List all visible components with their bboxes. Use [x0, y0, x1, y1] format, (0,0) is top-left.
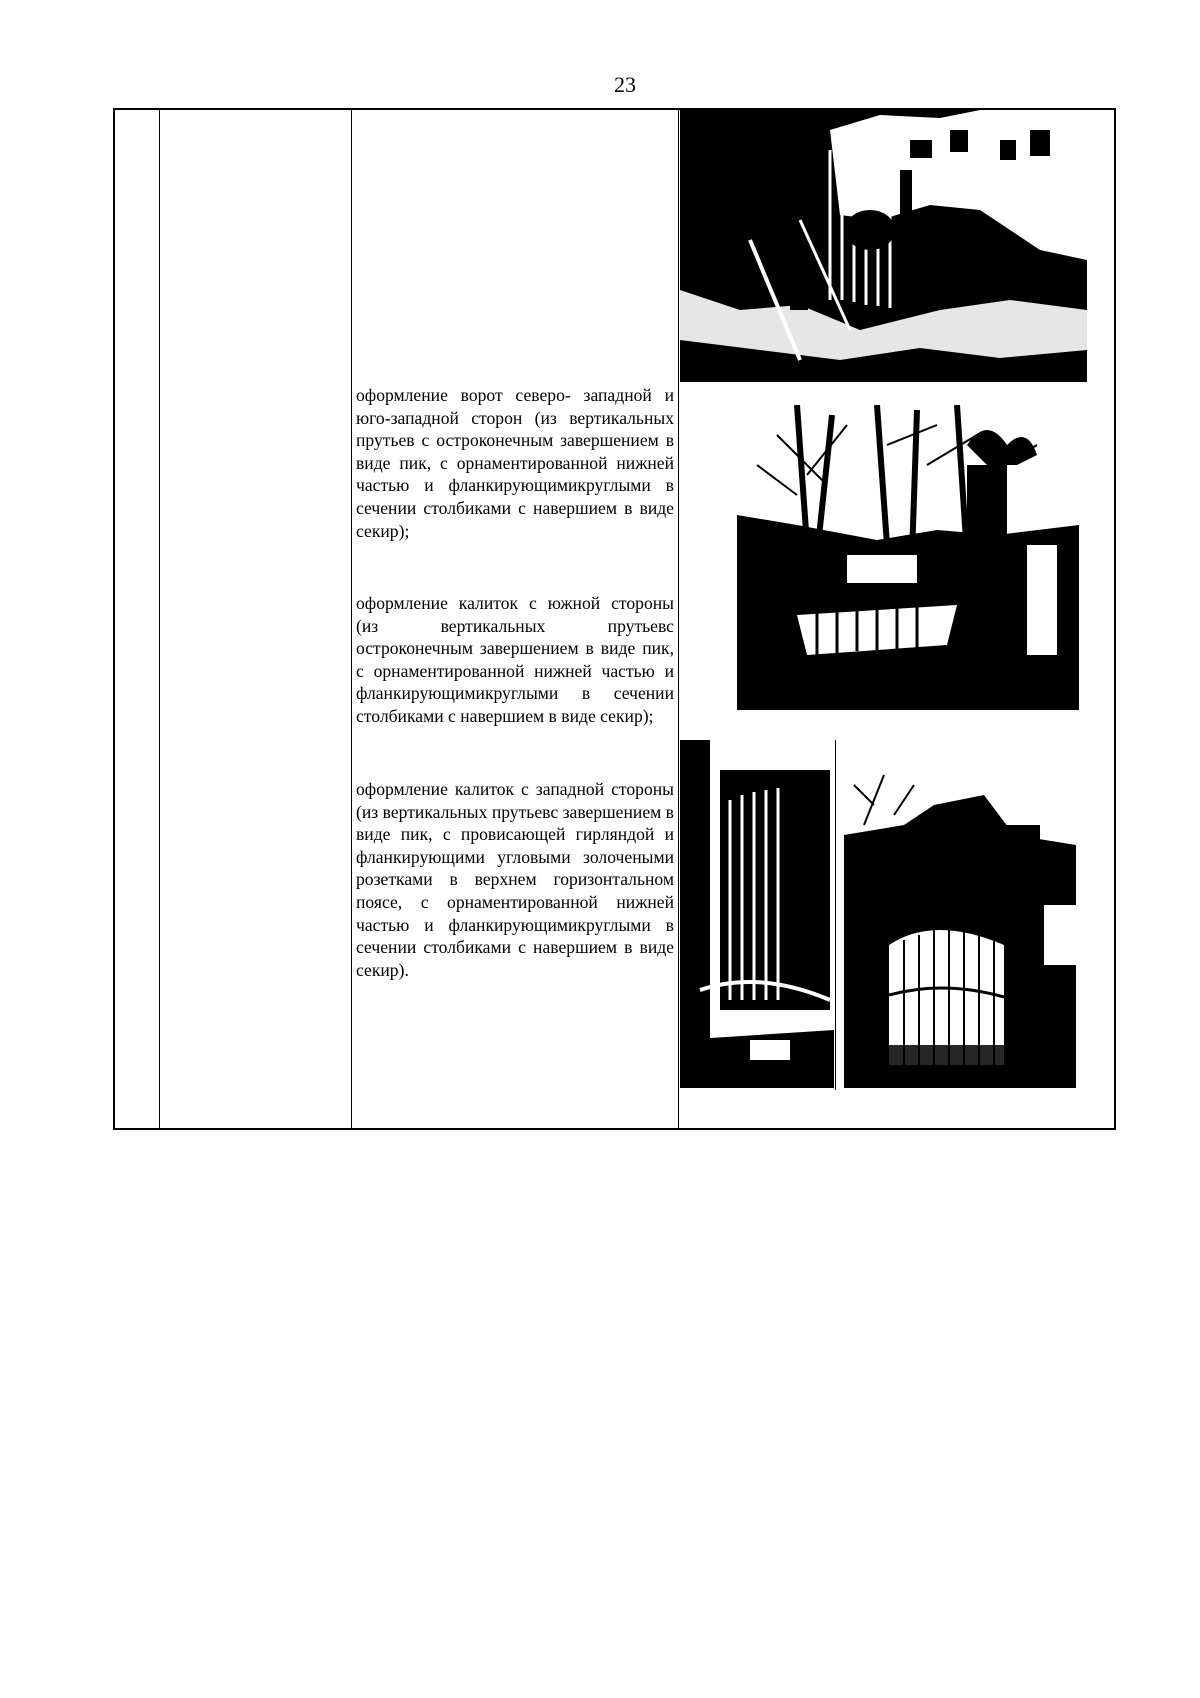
description-gates-west: оформление калиток с западной стороны (из вертикальных прутьевс завершением в виде пик, с провисающей гирляндой и фланкирующими угловыми золочеными розетками в верхнем горизонтальном поясе, с орнаментированной нижней частью и фланкирующимикруглыми в сечении столбиками с навершием в виде секир). [356, 779, 674, 980]
description-gates-northwest: оформление ворот северо- западной и юго-западной сторон (из вертикальных прутьев с остроконечным завершением в виде пик, с орнаментированной нижней частью и фланкирующимикруглыми в сечении столбиками с навершием в виде секир); [356, 385, 674, 541]
page-number: 23 [614, 72, 636, 97]
monument-table [113, 108, 1116, 1130]
description-gates-south: оформление калиток с южной стороны (из вертикальных прутьевс остроконечным завершением в виде пик, с орнаментированной нижней частью и фланкирующимикруглыми в сечении столбиками с навершием в виде секир); [356, 593, 674, 726]
photo-gate-west [844, 765, 1076, 1088]
column-divider [351, 110, 352, 1128]
photo-gate-eagle [737, 405, 1079, 710]
column-divider [159, 110, 160, 1128]
photo-fence-north-west [680, 110, 1087, 382]
photo-gate-south [680, 740, 834, 1088]
